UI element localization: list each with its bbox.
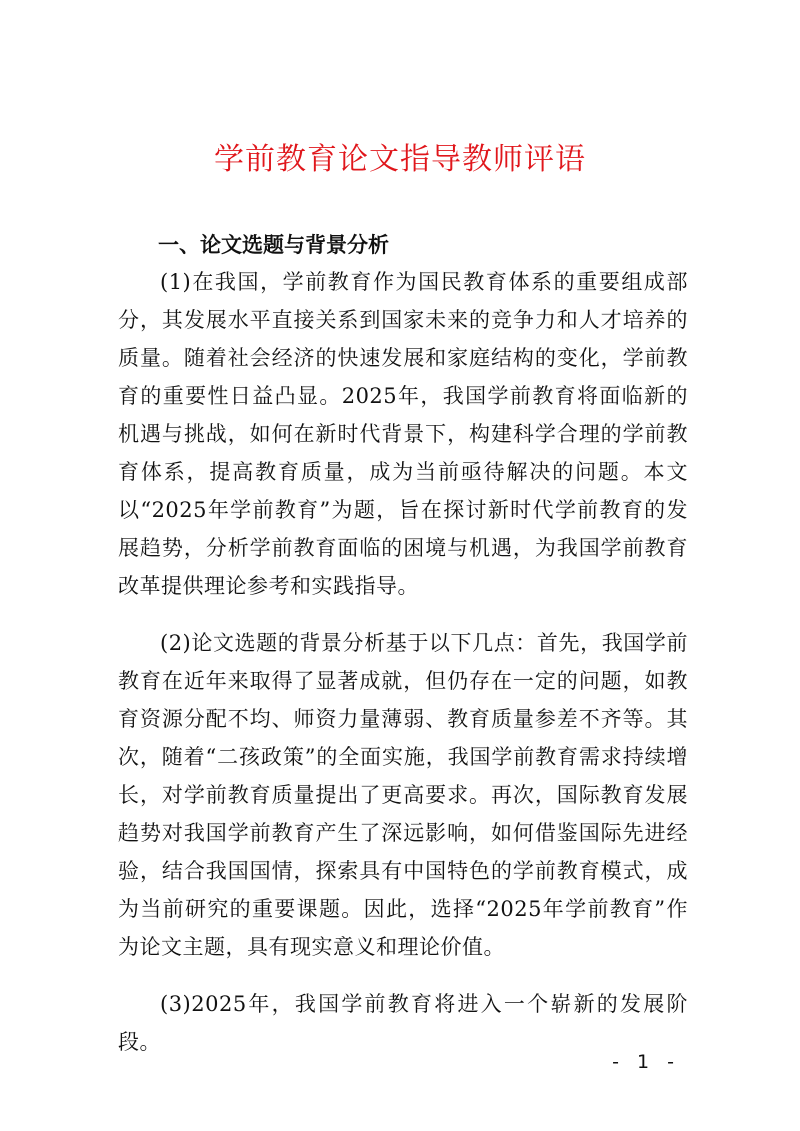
paragraph-1: (1)在我国，学前教育作为国民教育体系的重要组成部分，其发展水平直接关系到国家未来的竞争力和人才培养的质量。随着社会经济的快速发展和家庭结构的变化，学前教育的重要性日益凸显。2025年，我国学前教育将面临新的机遇与挑战，如何在新时代背景下，构建科学合理的学前教育体系，提高教育质量，成为当前亟待解决的问题。本文以“2025年学前教育”为题，旨在探讨新时代学前教育的发展趋势，分析学前教育面临的困境与机遇，为我国学前教育改革提供理论参考和实践指导。 (118, 270, 688, 598)
paragraph-2: (2)论文选题的背景分析基于以下几点：首先，我国学前教育在近年来取得了显著成就，但仍存在一定的问题，如教育资源分配不均、师资力量薄弱、教育质量参差不齐等。其次，随着“二孩政策”的全面实施，我国学前教育需求持续增长，对学前教育质量提出了更高要求。再次，国际教育发展趋势对我国学前教育产生了深远影响，如何借鉴国际先进经验，结合我国国情，探索具有中国特色的学前教育模式，成为当前研究的重要课题。因此，选择“2025年学前教育”作为论文主题，具有现实意义和理论价值。 (118, 631, 688, 959)
paragraph-3: (3)2025年，我国学前教育将进入一个崭新的发展阶段。 (118, 992, 688, 1054)
section-heading: 一、论文选题与背景分析 (158, 233, 389, 257)
page-number: - 1 - (612, 1051, 680, 1073)
page-title: 学前教育论文指导教师评语 (214, 142, 586, 177)
